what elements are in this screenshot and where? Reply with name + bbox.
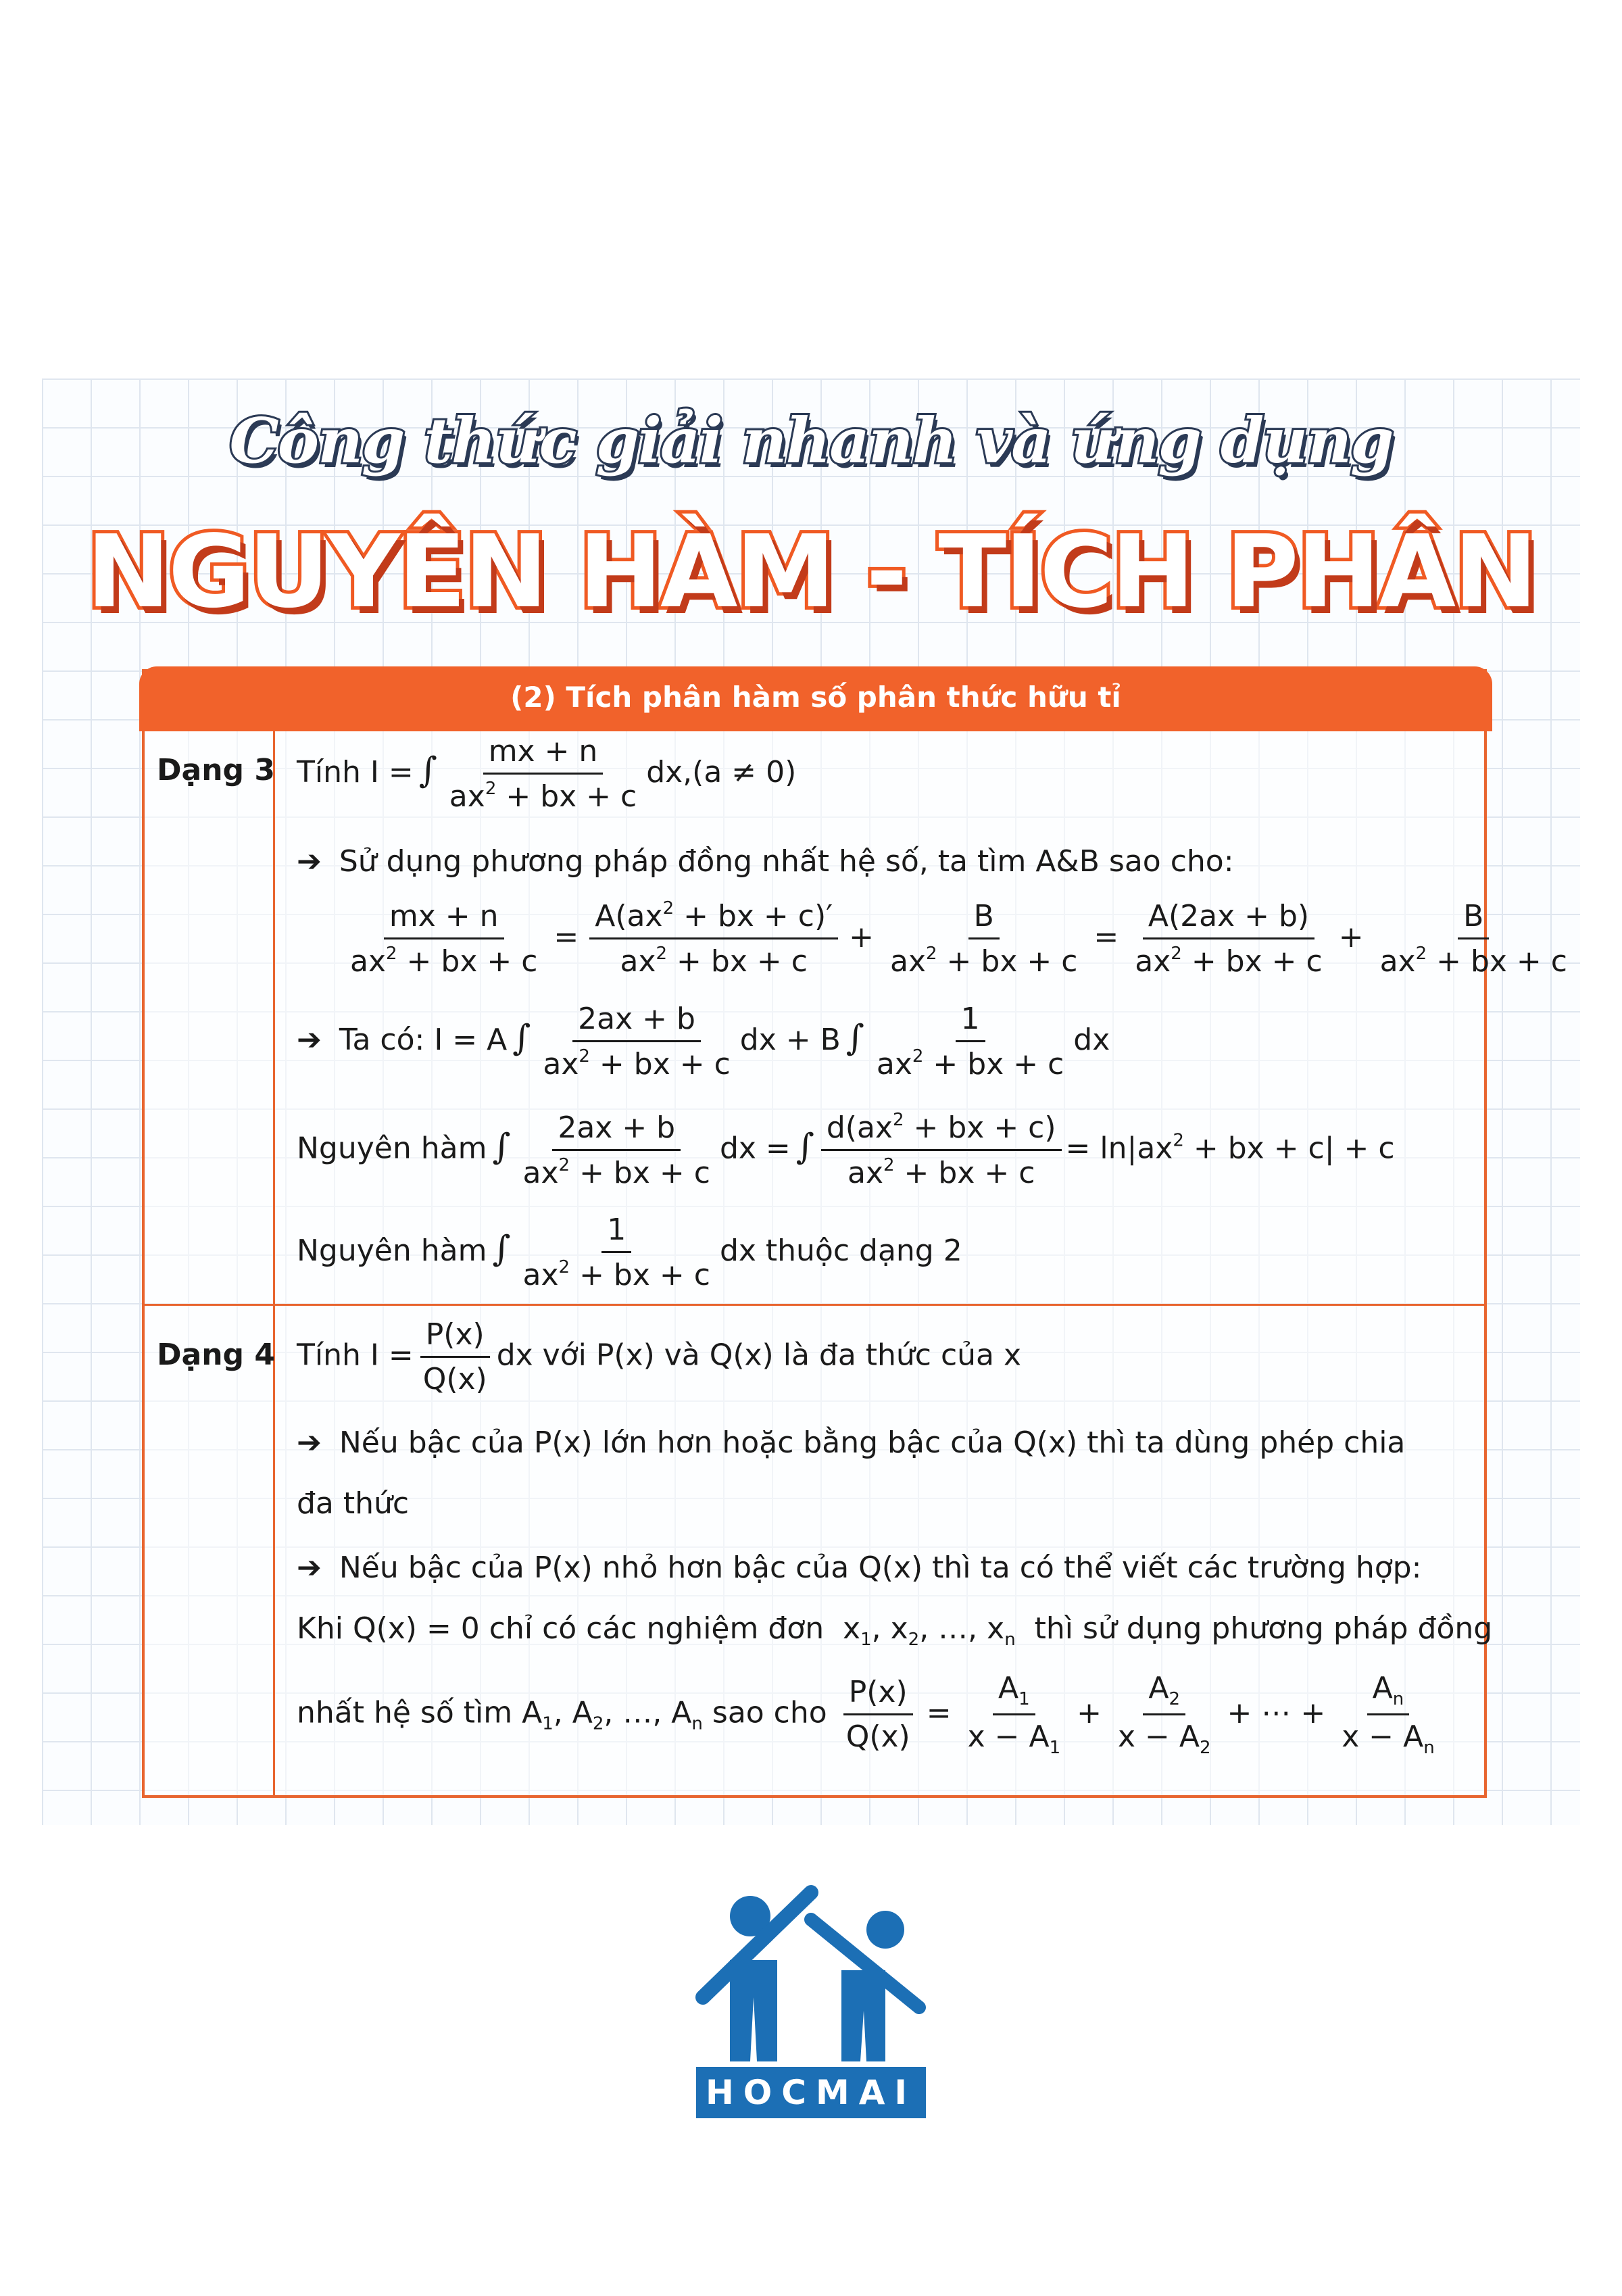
arrow-icon: ➔ [297,1023,322,1057]
hocmai-logo-text: HOCMAI [696,2067,926,2118]
dang3-integral: Tính I = ∫ $\frac{mx + n}{ax^2 + bx + c}$ dx,(a ≠ 0) [297,734,797,814]
dang4-line-3: Khi Q(x) = 0 chỉ có các nghiệm đơn $x_1$, $x_2$, …, $x_n$ thì sử dụng phương pháp đồng [297,1611,1493,1650]
dang4-label: Dạng 4 [157,1338,275,1372]
page-title: NGUYÊN HÀM - TÍCH PHÂN [86,514,1536,630]
formula-table [142,669,1567,1798]
dang3-label: Dạng 3 [157,753,275,787]
dang3-step1: ➔ Sử dụng phương pháp đồng nhất hệ số, ta tìm A&B sao cho: [297,844,1234,879]
page-subtitle: Công thức giải nhanh và ứng dụng [229,404,1393,477]
dang4-integral: Tính I = $\frac{P(x)}{Q(x)}$ dx với P(x) và Q(x) là đa thức của x [297,1317,1022,1396]
table-heading: (2) Tích phân hàm số phân thức hữu tỉ [139,666,1492,731]
dang3-step2: ➔ Ta có: I = A ∫ $\frac{2ax + b}{ax^2 + bx + c}$ dx + B ∫ $\frac{1}{ax^2 + bx + c}$ dx [297,1002,1110,1081]
dang4-bullet-2: ➔ Nếu bậc của P(x) nhỏ hơn bậc của Q(x) thì ta có thể viết các trường hợp: [297,1550,1422,1585]
dang4-line-4: nhất hệ số tìm $A_1$, $A_2$, …, $A_n$ sao cho $\frac{P(x)}{Q(x)}$ = $\frac{A_1}{x - A_1}$ + $\frac{A_2}{x - A_2}$ + ⋯ + $\frac{A_n}{x - A_n}$ [297,1671,1435,1758]
dang4-bullet-1: ➔ Nếu bậc của P(x) lớn hơn hoặc bằng bậc của Q(x) thì ta dùng phép chia [297,1425,1406,1460]
arrow-icon: ➔ [297,844,322,879]
arrow-icon: ➔ [297,1550,322,1585]
dang4-bullet-1-cont: đa thức [297,1486,410,1521]
column-divider [273,731,275,1798]
dang3-antiderivative-2: Nguyên hàm ∫ $\frac{1}{ax^2 + bx + c}$ dx thuộc dạng 2 [297,1213,962,1292]
arrow-icon: ➔ [297,1425,322,1460]
row-divider [145,1304,1484,1306]
dang3-decomposition: $\frac{mx + n}{ax^2 + bx + c}$ = $\frac{A(ax^2 + bx + c)'}{ax^2 + bx + c}$ + $\frac{B}{ax^2 + bx + c}$ = $\frac{A(2ax + b)}{ax^2 + bx + c}$ + $\frac{B}{ax^2 + bx + c}$ [350,898,1567,979]
dang3-antiderivative-1: Nguyên hàm ∫ $\frac{2ax + b}{ax^2 + bx + c}$ dx = ∫ $\frac{d(ax^2 + bx + c)}{ax^2 + bx + c}$ = $\ln|ax^2$ + bx + c| + c [297,1110,1395,1190]
